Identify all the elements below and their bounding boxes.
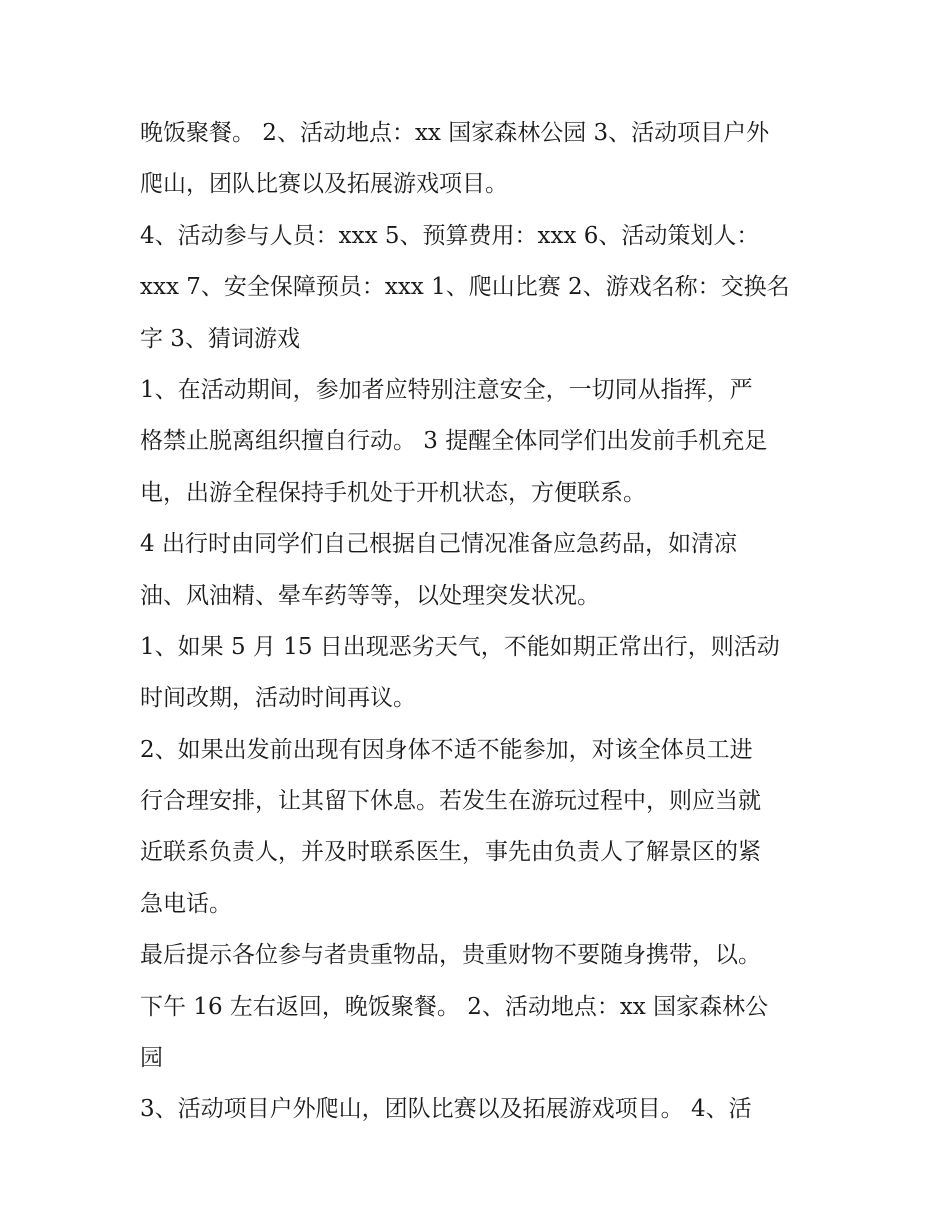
text-line: 4、活动参与人员：xxx 5、预算费用：xxx 6、活动策划人： [140, 222, 760, 249]
text-line: 爬山，团队比赛以及拓展游戏项目。 [140, 171, 508, 198]
text-line: 时间改期，活动时间再议。 [140, 685, 416, 712]
text-line: 电，出游全程保持手机处于开机状态，方便联系。 [140, 479, 646, 506]
text-line: 油、风油精、晕车药等等，以处理突发状况。 [140, 582, 600, 609]
text-line: 近联系负责人，并及时联系医生，事先由负责人了解景区的紧 [140, 839, 761, 866]
text-line: 下午 16 左右返回，晚饭聚餐。 2、活动地点：xx 国家森林公 [140, 993, 769, 1020]
text-line: 3、活动项目户外爬山，团队比赛以及拓展游戏项目。 4、活 [140, 1096, 752, 1123]
text-line: 晚饭聚餐。 2、活动地点：xx 国家森林公园 3、活动项目户外 [140, 120, 770, 146]
text-line: 1、在活动期间，参加者应特别注意安全，一切同从指挥，严 [140, 376, 753, 403]
text-line: 急电话。 [140, 890, 232, 917]
text-line: xxx 7、安全保障预员：xxx 1、爬山比赛 2、游戏名称：交换名 [140, 274, 790, 301]
text-line: 1、如果 5 月 15 日出现恶劣天气，不能如期正常出行，则活动 [140, 633, 780, 660]
text-line: 格禁止脱离组织擅自行动。 3 提醒全体同学们出发前手机充足 [140, 428, 768, 455]
text-line: 2、如果出发前出现有因身体不适不能参加，对该全体员工进 [140, 736, 753, 763]
text-line: 最后提示各位参与者贵重物品，贵重财物不要随身携带，以。 [140, 942, 761, 969]
text-line: 行合理安排，让其留下休息。若发生在游玩过程中，则应当就 [140, 788, 761, 815]
text-line: 字 3、猜词游戏 [140, 325, 300, 352]
text-line: 4 出行时由同学们自己根据自己情况准备应急药品，如清凉 [140, 531, 737, 558]
text-line: 园 [140, 1045, 163, 1072]
document-body [140, 108, 820, 1136]
